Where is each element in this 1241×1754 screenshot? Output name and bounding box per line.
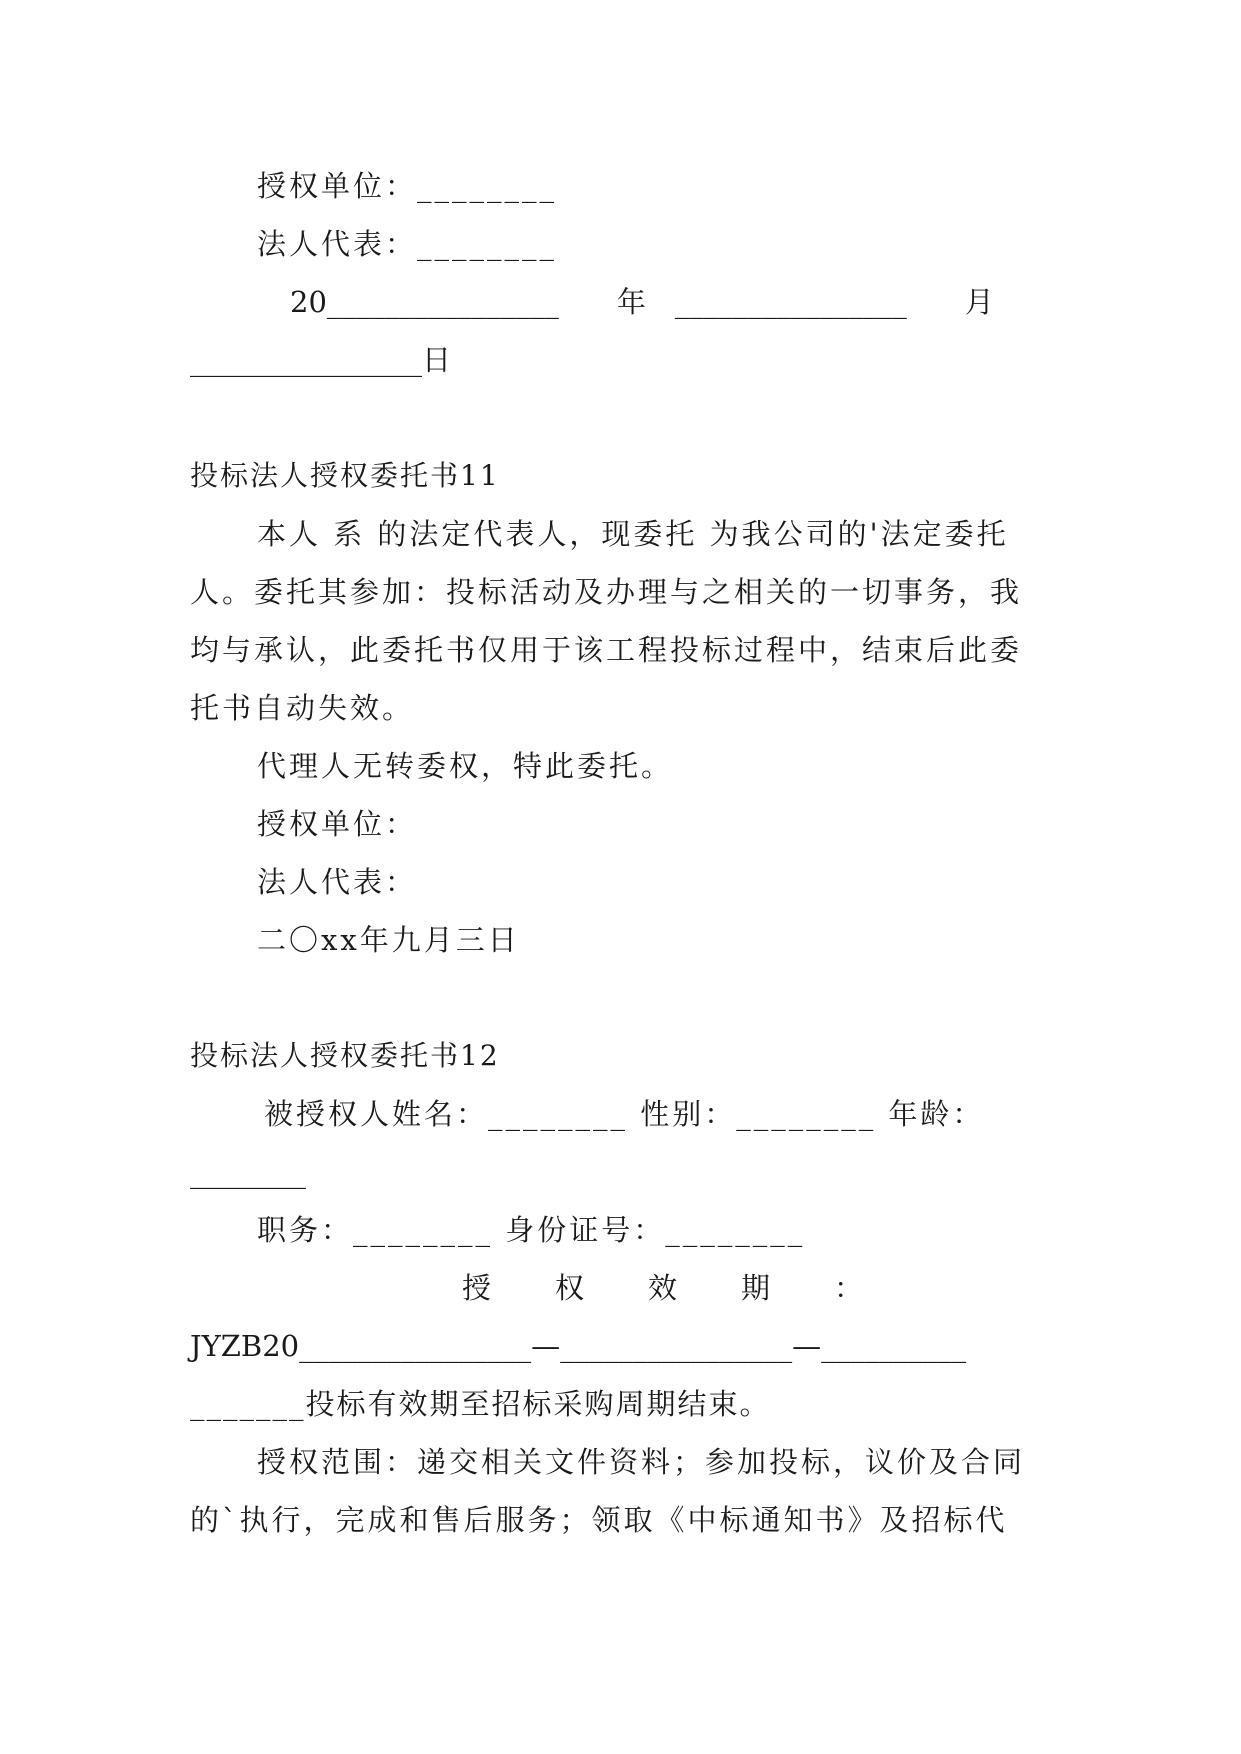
section-12-line6: _______投标有效期至招标采购周期结束。: [190, 1387, 771, 1421]
auth-unit-label: 授权单位：: [257, 169, 418, 203]
section-11-para1-line2: 人。委托其参加：投标活动及办理与之相关的一切事务，我: [190, 575, 1023, 609]
section-11-para1-line3: 均与承认，此委托书仅用于该工程投标过程中，结束后此委: [190, 633, 1023, 667]
section-11-date: 二〇xx年九月三日: [257, 923, 520, 957]
auth-unit-blank: ________: [417, 169, 558, 203]
section-12-line5: JYZB20________________—________________—__________: [190, 1329, 967, 1363]
section-12-line2: ________: [190, 1155, 306, 1189]
legal-rep-line: [257, 224, 1050, 264]
section-11-para2: 代理人无转委权，特此委托。: [257, 749, 674, 783]
section-12-line1: 被授权人姓名：________ 性别：________ 年龄：: [264, 1097, 985, 1131]
section-12-title: 投标法人授权委托书12: [190, 1039, 500, 1072]
section-11-para1-line4: 托书自动失效。: [190, 691, 415, 725]
section-11-auth-unit: 授权单位：: [257, 807, 418, 841]
section-12-line3: 职务：________ 身份证号：________: [257, 1213, 806, 1247]
section-12-line4: 授 权 效 期 ：: [462, 1271, 866, 1305]
section-11-title: 投标法人授权委托书11: [190, 459, 500, 492]
section-12-line8: 的`执行，完成和售后服务；领取《中标通知书》及招标代: [190, 1503, 1008, 1537]
date-line-1: 20________________ 年 ________________ 月: [290, 285, 994, 319]
section-11-legal-rep: 法人代表：: [257, 865, 418, 899]
section-12-line7: 授权范围：递交相关文件资料；参加投标，议价及合同: [257, 1445, 1026, 1479]
auth-unit-line: [257, 166, 1050, 206]
section-11-para1-line1: 本人 系 的法定代表人，现委托 为我公司的'法定委托: [257, 517, 1009, 551]
legal-rep-label: 法人代表：: [257, 227, 418, 261]
legal-rep-blank: ________: [417, 227, 558, 261]
date-line-2: ________________日: [190, 343, 452, 377]
